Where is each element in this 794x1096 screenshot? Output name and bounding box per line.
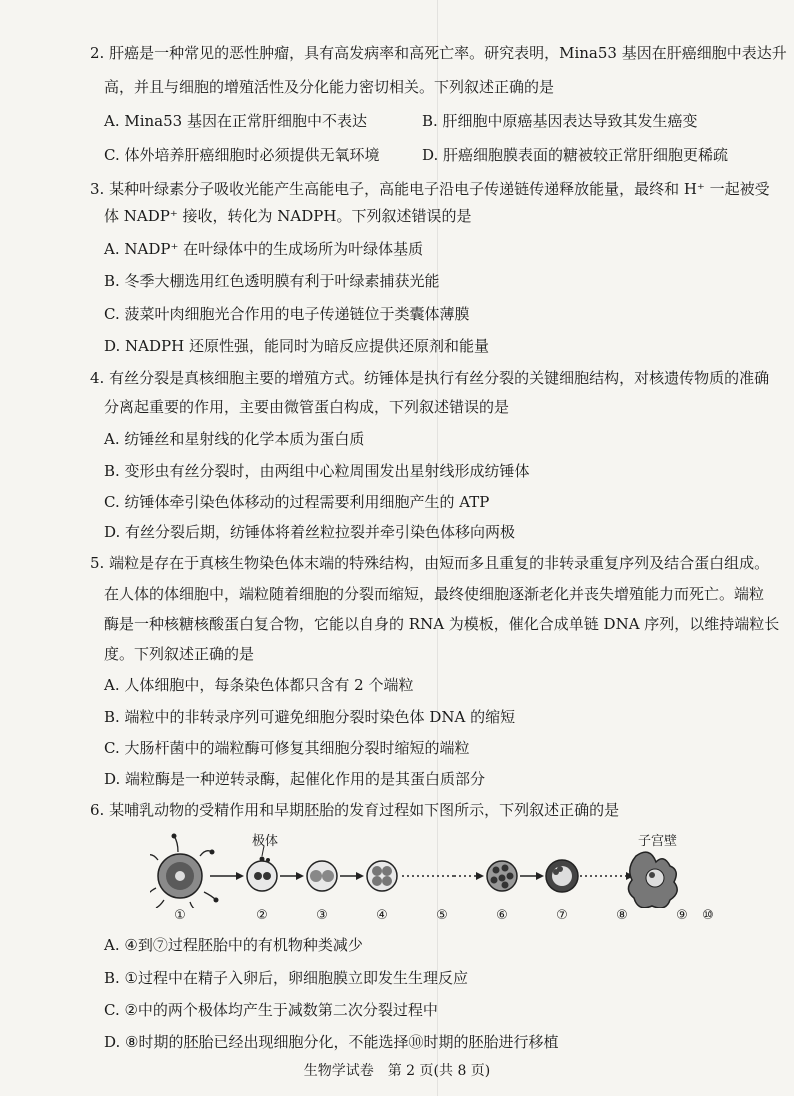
stage-num-10: ⑩ <box>702 908 714 923</box>
q2-option-a[interactable]: A. Mina53 基因在正常肝细胞中不表达 <box>104 112 367 130</box>
q2-option-b[interactable]: B. 肝细胞中原癌基因表达导致其发生癌变 <box>422 112 698 130</box>
q3-option-c[interactable]: C. 菠菜叶肉细胞光合作用的电子传递链位于类囊体薄膜 <box>104 305 470 323</box>
q6-stem-line1: 6. 某哺乳动物的受精作用和早期胚胎的发育过程如下图所示，下列叙述正确的是 <box>90 801 620 819</box>
q3-option-a[interactable]: A. NADP⁺ 在叶绿体中的生成场所为叶绿体基质 <box>104 240 424 258</box>
stage3-two-cell <box>307 861 337 891</box>
q5-option-d[interactable]: D. 端粒酶是一种逆转录酶，起催化作用的是其蛋白质部分 <box>104 770 486 788</box>
q5-stem-line1: 5. 端粒是存在于真核生物染色体末端的特殊结构，由短而多且重复的非转录重复序列及结合蛋白组成。 <box>90 554 770 572</box>
embryo-development-diagram <box>150 826 714 930</box>
stage8-blastocyst <box>546 860 578 892</box>
q4-stem-line2: 分离起重要的作用，主要由微管蛋白构成，下列叙述错误的是 <box>104 398 510 416</box>
stage-num-8: ⑧ <box>616 908 628 923</box>
stage-num-6: ⑥ <box>496 908 508 923</box>
q2-option-c[interactable]: C. 体外培养肝癌细胞时必须提供无氧环境 <box>104 146 380 164</box>
q6-option-a[interactable]: A. ④到⑦过程胚胎中的有机物种类减少 <box>104 936 363 954</box>
page-footer: 生物学试卷 第 2 页(共 8 页) <box>303 1063 491 1079</box>
stage-num-2: ② <box>256 908 268 923</box>
stage2-zygote <box>247 846 277 891</box>
q4-option-a[interactable]: A. 纺锤丝和星射线的化学本质为蛋白质 <box>104 430 365 448</box>
q4-stem-line1: 4. 有丝分裂是真核细胞主要的增殖方式。纺锤体是执行有丝分裂的关键细胞结构，对核遗传物质的准确 <box>90 369 770 387</box>
q2-stem-line2: 高，并且与细胞的增殖活性及分化能力密切相关。下列叙述正确的是 <box>104 78 555 96</box>
q5-option-c[interactable]: C. 大肠杆菌中的端粒酶可修复其细胞分裂时缩短的端粒 <box>104 739 470 757</box>
embryo-stage-drawings <box>150 826 710 908</box>
stage-num-7: ⑦ <box>556 908 568 923</box>
q4-option-d[interactable]: D. 有丝分裂后期，纺锤体将着丝粒拉裂并牵引染色体移向两极 <box>104 523 516 541</box>
q5-option-b[interactable]: B. 端粒中的非转录序列可避免细胞分裂时染色体 DNA 的缩短 <box>104 708 516 726</box>
q6-option-b[interactable]: B. ①过程中在精子入卵后，卵细胞膜立即发生生理反应 <box>104 969 469 987</box>
q2-stem-line1: 2. 肝癌是一种常见的恶性肿瘤，具有高发病率和高死亡率。研究表明，Mina53 基因在肝癌细胞中表达升 <box>90 44 787 62</box>
stage-num-5: ⑤ <box>436 908 448 923</box>
stage-num-3: ③ <box>316 908 328 923</box>
q3-stem-line2: 体 NADP⁺ 接收，转化为 NADPH。下列叙述错误的是 <box>104 207 472 225</box>
q5-stem-line3: 酶是一种核糖核酸蛋白复合物，它能以自身的 RNA 为模板，催化合成单链 DNA 序列，以维持端粒长 <box>104 615 780 633</box>
stage-num-1: ① <box>174 908 186 923</box>
stage-num-9: ⑨ <box>676 908 688 923</box>
stage-num-4: ④ <box>376 908 388 923</box>
stage4-four-cell <box>367 861 397 891</box>
stage7-morula <box>487 861 517 891</box>
q3-option-d[interactable]: D. NADPH 还原性强，能同时为暗反应提供还原剂和能量 <box>104 337 489 355</box>
q5-option-a[interactable]: A. 人体细胞中，每条染色体都只含有 2 个端粒 <box>104 676 414 694</box>
q6-option-d[interactable]: D. ⑧时期的胚胎已经出现细胞分化，不能选择⑩时期的胚胎进行移植 <box>104 1033 559 1051</box>
polar-body-label: 极体 <box>252 834 279 849</box>
q2-option-d[interactable]: D. 肝癌细胞膜表面的糖被较正常肝细胞更稀疏 <box>422 146 729 164</box>
q4-option-b[interactable]: B. 变形虫有丝分裂时，由两组中心粒周围发出星射线形成纺锤体 <box>104 462 530 480</box>
q3-stem-line1: 3. 某种叶绿素分子吸收光能产生高能电子，高能电子沿电子传递链传递释放能量，最终和 H⁺ 一起被受 <box>90 180 770 198</box>
q3-option-b[interactable]: B. 冬季大棚选用红色透明膜有利于叶绿素捕获光能 <box>104 272 440 290</box>
q5-stem-line2: 在人体的体细胞中，端粒随着细胞的分裂而缩短，最终使细胞逐渐老化并丧失增殖能力而死亡。端粒 <box>104 585 765 603</box>
q4-option-c[interactable]: C. 纺锤体牵引染色体移动的过程需要利用细胞产生的 ATP <box>104 493 490 511</box>
uterus-wall-label: 子宫壁 <box>638 834 678 849</box>
stage1-fertilization-cell <box>150 834 219 909</box>
q6-option-c[interactable]: C. ②中的两个极体均产生于减数第二次分裂过程中 <box>104 1001 438 1019</box>
q5-stem-line4: 度。下列叙述正确的是 <box>104 645 255 663</box>
stage10-implantation <box>628 852 677 908</box>
